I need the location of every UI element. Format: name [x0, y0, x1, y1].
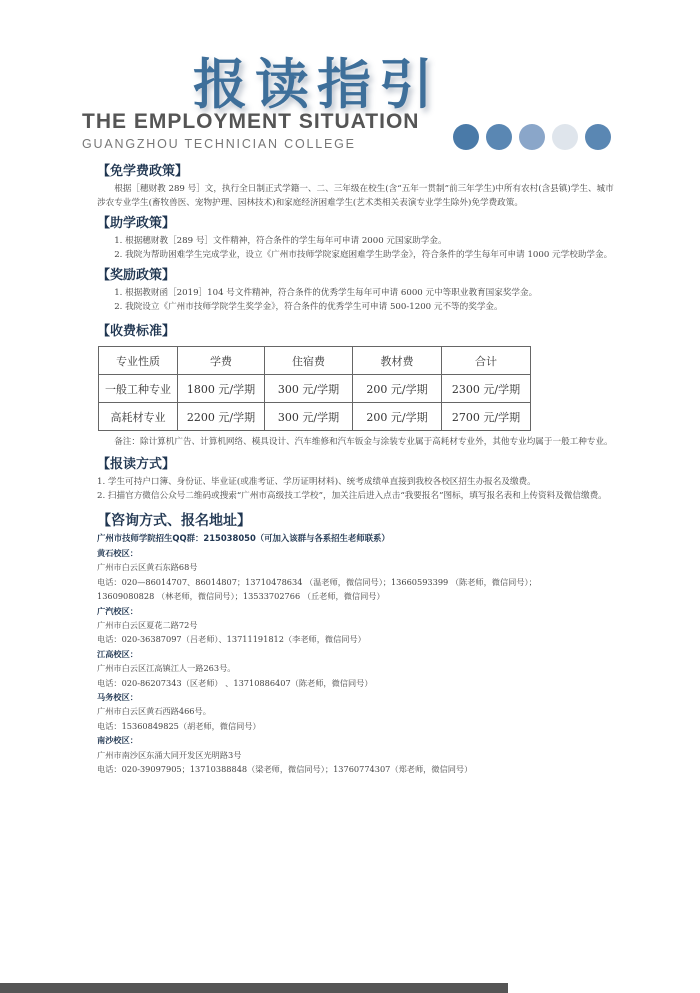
campus-phone: 电话：020—86014707、86014807；13710478634 （温老师，微信同号）；13660593399 （陈老师，微信同号）；	[97, 576, 537, 587]
campus-phone: 13609080828 （林老师，微信同号）；13533702766 （丘老师，微信同号）	[97, 591, 385, 602]
col-header: 住宿费	[265, 347, 353, 375]
col-header: 教材费	[353, 347, 442, 375]
dot-1	[453, 124, 479, 150]
qq-group: 广州市技师学院招生QQ群：215038050（可加入该群与各系招生老师联系）	[97, 533, 390, 543]
campus-address: 广州市白云区夏花二路72号	[97, 620, 198, 631]
section-heading-enroll: 【报读方式】	[97, 457, 176, 472]
fees-note: 备注：除计算机广告、计算机网络、模具设计、汽车维修和汽车钣金与涂装专业属于高耗材专业外，其他专业均属于一般工种专业。	[114, 437, 613, 447]
col-header: 学费	[178, 347, 265, 375]
table-cell: 300 元/学期	[265, 403, 353, 431]
aid-item-1: 1. 根据穗财教［289 号］文件精神，符合条件的学生每年可申请 2000 元国家助学金。	[114, 236, 447, 246]
section-heading-reward: 【奖励政策】	[97, 268, 176, 283]
campus-name: 马务校区：	[97, 692, 138, 703]
enroll-item-2: 2. 扫描官方微信公众号二维码或搜索“广州市高级技工学校”，加关注后进入点击“我要报名”图标，填写报名表和上传资料及微信缴费。	[97, 491, 607, 501]
main-content	[97, 160, 617, 777]
campus-phone: 电话：020-86207343（区老师） 、13710886407（陈老师，微信同号）	[97, 677, 373, 688]
subtitle-en: THE EMPLOYMENT SITUATION	[82, 110, 420, 133]
campus-phone: 电话：15360849825（胡老师，微信同号）	[97, 720, 261, 731]
table-row	[99, 403, 531, 431]
fees-table	[98, 346, 531, 431]
table-cell: 2200 元/学期	[178, 403, 265, 431]
table-cell: 2700 元/学期	[442, 403, 531, 431]
campus-phone: 电话：020-36387097（吕老师）、13711191812（李老师，微信同号）	[97, 634, 366, 645]
campus-address: 广州市白云区黄石东路68号	[97, 562, 198, 573]
aid-item-2: 2. 我院为帮助困难学生完成学业，设立《广州市技师学院家庭困难学生助学金》，符合条件的学生每年可申请 1000 元学校助学金。	[114, 250, 613, 260]
col-header: 合计	[442, 347, 531, 375]
dot-2	[486, 124, 512, 150]
reward-item-1: 1. 根据教财函［2019］104 号文件精神，符合条件的优秀学生每年可申请 6000 元中等职业教育国家奖学金。	[114, 288, 538, 298]
tuition-free-text: 根据［穗财教 289 号］文，执行全日制正式学籍一、二、三年级在校生(含“五年一贯制”前三年学生)中所有农村(含县镇)学生、城市涉农专业学生(畜牧兽医、宠物护理、园林技术)和家庭经济困难学生(艺术类相关表演专业学生除外)免学费政策。	[97, 184, 614, 208]
table-cell: 200 元/学期	[353, 375, 442, 403]
dot-4	[552, 124, 578, 150]
table-cell: 300 元/学期	[265, 375, 353, 403]
college-name-en: GUANGZHOU TECHNICIAN COLLEGE	[82, 137, 356, 151]
campus-name: 江高校区：	[97, 648, 138, 659]
table-cell: 200 元/学期	[353, 403, 442, 431]
decorative-dots	[453, 124, 618, 150]
enroll-item-1: 1. 学生可持户口簿、身份证、毕业证(或准考证、学历证明材料)、统考成绩单直接到我校各校区招生办报名及缴费。	[97, 477, 536, 487]
section-heading-aid: 【助学政策】	[97, 216, 176, 231]
campus-address: 广州市白云区江高镇江人一路263号。	[97, 663, 236, 674]
table-cell: 2300 元/学期	[442, 375, 531, 403]
col-header: 专业性质	[99, 347, 178, 375]
table-header-row	[99, 347, 531, 375]
contact-block	[97, 531, 617, 777]
campus-name: 黄石校区：	[97, 548, 138, 558]
reward-item-2: 2. 我院设立《广州市技师学院学生奖学金》，符合条件的优秀学生可申请 500-1200 元不等的奖学金。	[114, 302, 503, 312]
section-heading-fees: 【收费标准】	[97, 324, 176, 339]
campus-name: 南沙校区：	[97, 735, 138, 746]
dot-5	[585, 124, 611, 150]
campus-phone: 电话：020-39097905；13710388848（梁老师，微信同号）；13760774307（郑老师，微信同号）	[97, 764, 473, 775]
table-cell: 高耗材专业	[99, 403, 178, 431]
table-row	[99, 375, 531, 403]
bottom-bar	[0, 983, 508, 993]
section-heading-contact: 【咨询方式、报名地址】	[97, 513, 251, 529]
table-cell: 一般工种专业	[99, 375, 178, 403]
table-cell: 1800 元/学期	[178, 375, 265, 403]
campus-name: 广汽校区：	[97, 605, 138, 616]
section-heading-tuition-free: 【免学费政策】	[97, 164, 189, 179]
campus-address: 广州市白云区黄石西路466号。	[97, 706, 211, 717]
page-title: 报读指引	[193, 53, 441, 116]
campus-address: 广州市南沙区东涌大同开发区光明路3号	[97, 749, 242, 760]
dot-3	[519, 124, 545, 150]
